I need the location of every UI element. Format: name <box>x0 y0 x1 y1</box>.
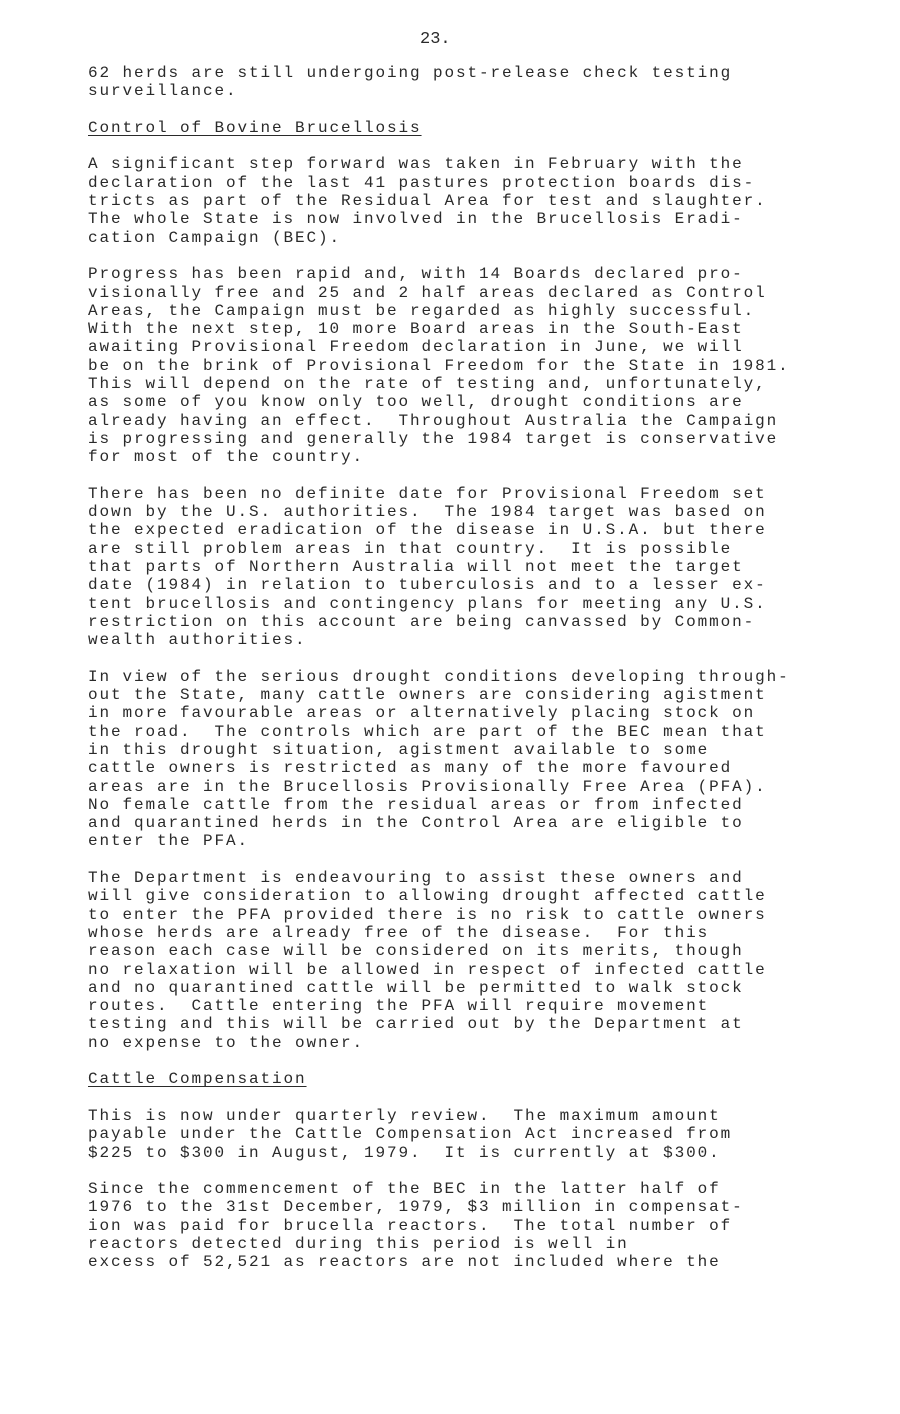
section-heading-bovine-brucellosis <box>88 119 790 137</box>
paragraph-quarterly-review: This is now under quarterly review. The maximum amount payable under the Cattle Compensation Act increased from $225 to $300 in August, 1979. It is currently at $300. <box>88 1106 733 1162</box>
paragraph-herds-surveillance: 62 herds are still undergoing post-release check testing surveillance. <box>88 64 733 101</box>
paragraph-significant-step: A significant step forward was taken in February with the declaration of the last 41 pastures protection boards dis- tricts as part of the Residual Area for test and slaughter. The whole State is now involved in the Brucellosis Eradi- cation Campaign (BEC). <box>88 155 767 247</box>
paragraph-department-assist: The Department is endeavouring to assist these owners and will give consideration to allowing drought affected cattle to enter the PFA provided there is no risk to cattle owners whose herds are already free of the disease. For this reason each case will be considered on its merits, though no relaxation will be allowed in respect of infected cattle and no quarantined cattle will be permitted to walk stock routes. Cattle entering the PFA will require movement testing and this will be carried out by the Department at no expense to the owner. <box>88 869 767 1052</box>
heading-text: Control of Bovine Brucellosis <box>88 118 422 137</box>
paragraph-provisional-freedom: There has been no definite date for Provisional Freedom set down by the U.S. authorities. The 1984 target was based on the expected eradication of the disease in U.S.A. but there are still problem areas in that country. It is possible that parts of Northern Australia will not meet the target date (1984) in relation to tuberculosis and to a lesser ex- tent brucellosis and contingency plans for meeting any U.S. restriction on this account are being canvassed by Common- wealth authorities. <box>88 484 767 650</box>
paragraph-progress: Progress has been rapid and, with 14 Boards declared pro- visionally free and 25 and 2 half areas declared as Control Areas, the Campaign must be regarded as highly successful. With the next step, 10 more Board areas in the South-East awaiting Provisional Freedom declaration in June, we will be on the brink of Provisional Freedom for the State in 1981. This will depend on the rate of testing and, unfortunately, as some of you know only too well, drought conditions are already having an effect. Throughout Australia the Campaign is progressing and generally the 1984 target is conservative for most of the country. <box>88 265 790 467</box>
paragraph-drought-conditions: In view of the serious drought conditions developing through- out the State, many cattle owners are considering agistment in more favourable areas or alternatively placing stock on the road. The controls which are part of the BEC mean that in this drought situation, agistment available to some cattle owners is restricted as many of the more favoured areas are in the Brucellosis Provisionally Free Area (PFA). No female cattle from the residual areas or from infected and quarantined herds in the Control Area are eligible to enter the PFA. <box>88 667 790 851</box>
document-body <box>88 64 790 1290</box>
section-heading-cattle-compensation <box>88 1070 790 1088</box>
paragraph-compensation-paid: Since the commencement of the BEC in the latter half of 1976 to the 31st December, 1979, $3 million in compensat- ion was paid for brucella reactors. The total number of reactors detected during this period is well in excess of 52,521 as reactors are not included where the <box>88 1180 744 1272</box>
page-number: 23. <box>420 30 451 49</box>
heading-text: Cattle Compensation <box>88 1070 307 1089</box>
